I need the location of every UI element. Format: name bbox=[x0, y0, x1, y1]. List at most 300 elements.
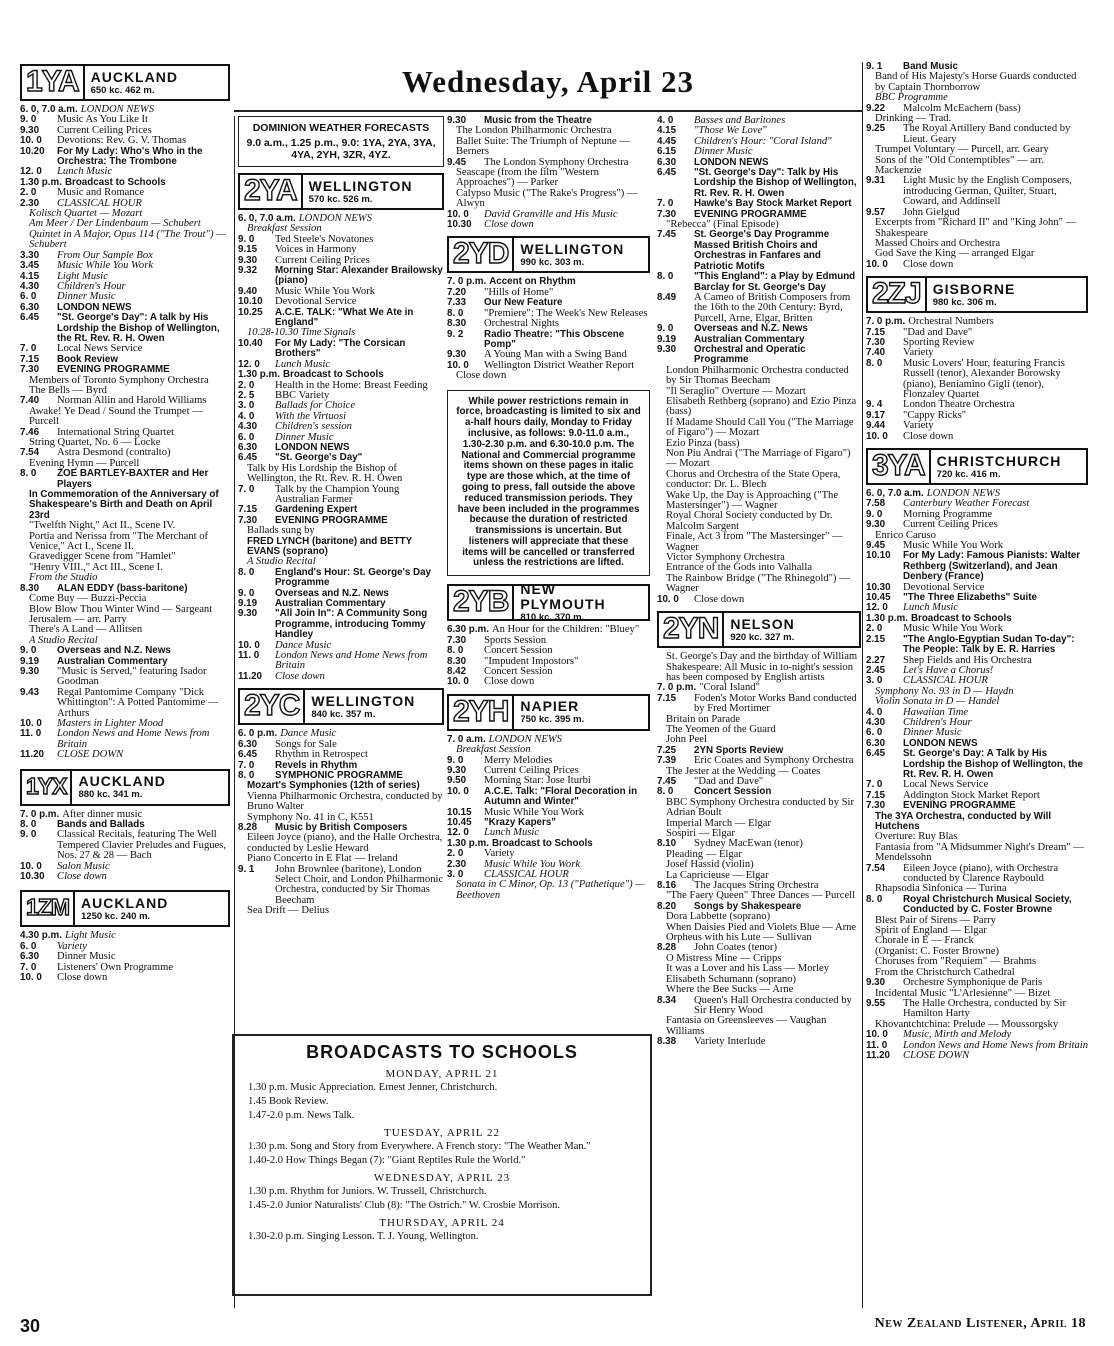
weather-title: DOMINION WEATHER FORECASTS bbox=[252, 122, 430, 134]
programme-text: David Granville and His Music bbox=[484, 208, 618, 220]
programme-time: 7. 0 bbox=[238, 483, 255, 495]
station-city: GISBORNE bbox=[932, 280, 1016, 297]
programme-item bbox=[238, 568, 444, 589]
programme-time: 10.20 bbox=[20, 145, 45, 157]
programme-item bbox=[447, 319, 650, 329]
programme-time: 6.30 bbox=[238, 441, 258, 453]
programme-time: 12. 0 bbox=[20, 166, 42, 178]
programme-item bbox=[866, 72, 1088, 93]
programme-time: 6.30 bbox=[238, 738, 258, 750]
programme-time: 7.15 bbox=[238, 504, 258, 516]
programme-text: London Theatre Orchestra bbox=[903, 399, 1015, 411]
programme-time: 4.30 bbox=[866, 716, 886, 728]
programme-text: Where the Bee Sucks — Arne bbox=[666, 984, 794, 996]
programme-item bbox=[866, 864, 1088, 885]
programme-text: Lunch Music bbox=[275, 358, 331, 370]
programme-time: 10. 0 bbox=[447, 676, 469, 688]
programme-item bbox=[20, 230, 230, 251]
programme-time: 7.25 bbox=[657, 744, 677, 756]
programme-text: Foden's Motor Works Band conducted by Fred Mortimer bbox=[694, 692, 857, 715]
call-sign: 1YA bbox=[22, 66, 85, 99]
programme-text: Broadcast to Schools bbox=[910, 612, 1012, 624]
programme-2yh bbox=[447, 735, 650, 902]
programme-item bbox=[238, 381, 444, 391]
programme-text: London News and Home News from Britain bbox=[903, 1039, 1089, 1051]
programme-text: Children's Hour bbox=[903, 716, 972, 728]
station-logo-1ya bbox=[20, 64, 230, 101]
programme-item bbox=[447, 330, 650, 351]
station-logo-2yh bbox=[447, 694, 650, 731]
programme-item bbox=[866, 708, 1088, 718]
station-city: CHRISTCHURCH bbox=[936, 452, 1062, 469]
programme-time: 2.30 bbox=[447, 858, 467, 870]
programme-text: The Rainbow Bridge ("The Rhinegold") — Wagner bbox=[666, 572, 850, 595]
station-logo-2yd bbox=[447, 236, 650, 273]
programme-time: 4.30 p.m. bbox=[20, 930, 62, 942]
programme-item bbox=[238, 370, 444, 380]
programme-time: 9.30 bbox=[238, 608, 258, 620]
programme-time: 6. 0 bbox=[866, 727, 883, 739]
programme-text: Close down bbox=[903, 258, 954, 270]
programme-time: 3.30 bbox=[20, 249, 40, 261]
programme-text: Victor Symphony Orchestra bbox=[666, 552, 785, 564]
call-sign: 2YB bbox=[449, 586, 514, 619]
programme-text: Children's Hour: "Coral Island" bbox=[694, 135, 832, 147]
programme-time: 10. 0 bbox=[866, 258, 888, 270]
programme-text: Ballads for Choice bbox=[275, 400, 356, 412]
programme-time: 8. 0 bbox=[866, 893, 883, 905]
station-logo-1yx bbox=[20, 769, 230, 806]
programme-item bbox=[20, 646, 230, 656]
programme-text: BBC Programme bbox=[875, 92, 948, 104]
programme-text: Britain on Parade bbox=[666, 713, 741, 725]
programme-time: 6.45 bbox=[20, 312, 40, 324]
programme-text: Devotional Service bbox=[903, 581, 985, 593]
programme-text: Piano Concerto in E Flat — Ireland bbox=[247, 853, 398, 865]
programme-item bbox=[657, 985, 861, 995]
programme-text: From the Studio bbox=[29, 572, 98, 584]
programme-item bbox=[238, 422, 444, 432]
programme-text: If Madame Should Call You ("The Marriage of Figaro") — Mozart bbox=[666, 416, 854, 439]
programme-text: Basses and Baritones bbox=[694, 115, 786, 126]
programme-time: 7.15 bbox=[866, 326, 886, 338]
programme-text: Massed Choirs and Orchestra bbox=[875, 237, 1001, 249]
station-frequency: 880 kc. 341 m. bbox=[78, 789, 143, 801]
programme-text: Blest Pair of Sirens — Parry bbox=[875, 914, 996, 926]
schools-item: 1.30 p.m. Music Appreciation. Ernest Jenner, Christchurch. bbox=[248, 1082, 498, 1093]
programme-text: Eileen Joyce (piano), and the Halle Orchestra, conducted by Leslie Heward bbox=[247, 832, 443, 854]
programme-item bbox=[657, 324, 861, 334]
programme-text: Dance Music bbox=[275, 639, 332, 651]
programme-time: 9. 0 bbox=[238, 587, 255, 599]
programme-time: 7.15 bbox=[866, 789, 886, 801]
programme-time: 7.15 bbox=[20, 353, 40, 365]
programme-time: 7. 0 a.m. bbox=[447, 733, 486, 745]
call-sign: 2YH bbox=[449, 696, 514, 729]
programme-time: 9. 2 bbox=[447, 328, 464, 340]
programme-text: Overseas and N.Z. News bbox=[275, 587, 389, 599]
programme-item bbox=[20, 750, 230, 760]
programme-text: BBC Variety bbox=[275, 389, 330, 401]
schools-title: BROADCASTS TO SCHOOLS bbox=[306, 1042, 578, 1062]
programme-time: 9.30 bbox=[238, 254, 258, 266]
programme-time: 7. 0 bbox=[238, 759, 255, 771]
programme-item bbox=[447, 220, 650, 230]
programme-item bbox=[657, 574, 861, 595]
programme-item bbox=[238, 266, 444, 287]
programme-time: 6.30 bbox=[657, 156, 677, 168]
programme-item bbox=[20, 147, 230, 168]
programme-time: 8.28 bbox=[238, 821, 258, 833]
programme-text: Vienna Philharmonic Orchestra, conducted by Bruno Walter bbox=[247, 790, 443, 813]
programme-time: 3.45 bbox=[20, 260, 40, 272]
programme-time: 9.32 bbox=[238, 265, 258, 277]
programme-text: An Hour for the Children: "Bluey" bbox=[491, 624, 640, 636]
programme-text: CLASSICAL HOUR bbox=[57, 197, 142, 209]
programme-text: Broadcast to Schools bbox=[282, 369, 384, 381]
programme-text: Dance Music bbox=[280, 728, 337, 740]
programme-text: Addington Stock Market Report bbox=[903, 789, 1040, 801]
column-1 bbox=[20, 62, 230, 983]
programme-item bbox=[447, 137, 650, 158]
programme-time: 7. 0 p.m. bbox=[657, 682, 697, 694]
programme-item bbox=[238, 672, 444, 682]
programme-time: 6.45 bbox=[866, 748, 886, 760]
programme-time: 7.45 bbox=[657, 229, 677, 241]
programme-text: Concert Session bbox=[484, 665, 553, 677]
programme-text: Blow Blow Thou Winter Wind — Sargeant bbox=[29, 603, 213, 615]
programme-text: Queen's Hall Orchestra conducted by Sir Henry Wood bbox=[694, 994, 852, 1016]
programme-text: Trumpet Voluntary — Purcell, arr. Geary bbox=[875, 144, 1049, 156]
programme-text: Sporting Review bbox=[903, 336, 975, 348]
station-frequency: 990 kc. 303 m. bbox=[520, 256, 585, 268]
programme-item bbox=[238, 750, 444, 760]
station-frequency: 1250 kc. 240 m. bbox=[81, 910, 151, 922]
station-city: NAPIER bbox=[520, 698, 580, 715]
programme-time: 7.40 bbox=[866, 347, 886, 359]
programme-text: Mozart's Symphonies (12th of series) bbox=[247, 780, 420, 792]
programme-text: Music As You Like It bbox=[57, 114, 148, 126]
weather-times: 9.0 a.m., 1.25 p.m., 9.0: 1YA, 2YA, 3YA, 4YA, 2YH, 3ZR, 4YZ. bbox=[246, 137, 436, 161]
station-logo-2yc bbox=[238, 688, 444, 725]
programme-item bbox=[447, 371, 650, 381]
programme-time: 9. 0 bbox=[238, 233, 255, 245]
programme-text: St. George's Day and the birthday of William Shakespeare: All Music in to-night's session has been composed by English artists bbox=[666, 651, 858, 683]
programme-item bbox=[657, 694, 861, 715]
programme-time: 9.30 bbox=[20, 124, 40, 136]
programme-text: EVENING PROGRAMME bbox=[694, 208, 807, 220]
programme-time: 4. 0 bbox=[238, 410, 255, 422]
programme-time: 8. 0 bbox=[447, 645, 464, 657]
programme-item bbox=[866, 749, 1088, 780]
station-frequency: 840 kc. 357 m. bbox=[311, 708, 376, 720]
programme-item bbox=[238, 308, 444, 329]
programme-time: 2.45 bbox=[866, 664, 886, 676]
programme-text: "The Faery Queen" Three Dances — Purcell bbox=[666, 890, 856, 902]
programme-text: Talk by the Champion Young Australian Farmer bbox=[275, 483, 400, 505]
programme-text: In Commemoration of the Anniversary of Shakespeare's Birth and Death on April 23rd bbox=[29, 489, 219, 521]
programme-text: LONDON NEWS bbox=[275, 441, 350, 453]
programme-time: 4. 0 bbox=[657, 115, 674, 126]
programme-item bbox=[657, 168, 861, 199]
programme-time: 2.15 bbox=[866, 633, 886, 645]
programme-time: 11.20 bbox=[238, 670, 262, 682]
programme-time: 9.30 bbox=[447, 349, 467, 361]
programme-time: 4. 0 bbox=[866, 706, 883, 718]
programme-time: 6.30 bbox=[866, 737, 886, 749]
programme-text: Jerusalem — arr. Parry bbox=[29, 613, 127, 625]
programme-item bbox=[20, 594, 230, 604]
programme-text: "Cappy Ricks" bbox=[903, 409, 967, 421]
station-frequency: 810 kc. 370 m. bbox=[520, 612, 585, 624]
station-logo-2ya bbox=[238, 173, 444, 210]
programme-time: 6.15 bbox=[657, 146, 677, 158]
programme-text: Voices in Harmony bbox=[275, 244, 357, 256]
schools-item: 1.40-2.0 How Things Began (7): "Giant Reptiles Rule the World." bbox=[248, 1155, 526, 1166]
programme-text: Seascape (from the film "Western Approaches") — Parker bbox=[456, 167, 599, 189]
programme-item bbox=[657, 418, 861, 439]
programme-text: For My Lady: Famous Pianists: Walter Rethberg (Switzerland), and Jean Denbery (France) bbox=[903, 550, 1081, 583]
programme-text: Classical Recitals, featuring The Well Tempered Clavier Preludes and Fugues, Nos. 27 & 28 — Bach bbox=[57, 829, 227, 862]
programme-time: 9.44 bbox=[866, 420, 886, 432]
programme-time: 12. 0 bbox=[238, 358, 260, 370]
programme-text: Spirit of England — Elgar bbox=[875, 925, 987, 937]
programme-time: 9.30 bbox=[866, 977, 886, 989]
programme-text: LONDON NEWS bbox=[57, 301, 132, 313]
programme-time: 6. 0 bbox=[238, 431, 255, 443]
programme-text: Imperial March — Elgar bbox=[666, 817, 772, 829]
programme-text: Revels in Rhythm bbox=[275, 759, 358, 771]
programme-time: 7. 0 bbox=[866, 779, 883, 791]
programme-text: The 3YA Orchestra, conducted by Will Hutchens bbox=[875, 810, 1052, 832]
programme-time: 11.20 bbox=[20, 749, 44, 761]
programme-time: 7.30 bbox=[866, 800, 886, 812]
programme-item bbox=[657, 397, 861, 418]
programme-time: 4.15 bbox=[657, 125, 677, 137]
programme-text: Hawke's Bay Stock Market Report bbox=[694, 198, 852, 210]
programme-time: 9.43 bbox=[20, 686, 40, 698]
programme-item bbox=[20, 729, 230, 750]
programme-time: 7. 0 bbox=[20, 343, 37, 355]
programme-time: 9.19 bbox=[657, 333, 677, 345]
programme-time: 10.15 bbox=[447, 806, 472, 818]
programme-item bbox=[866, 895, 1088, 916]
programme-time: 1.30 p.m. bbox=[866, 612, 908, 624]
programme-time: 4.30 bbox=[238, 421, 258, 433]
programme-text: St. George's Day: A Talk by His Lordship the Bishop of Wellington, the Rt. Rev. R. H. Owen bbox=[903, 748, 1083, 780]
programme-time: 7.40 bbox=[20, 395, 40, 407]
programme-time: 9. 0 bbox=[447, 754, 464, 766]
programme-text: Radio Theatre: "This Obscene Pomp" bbox=[484, 328, 625, 350]
programme-text: Accent on Rhythm bbox=[489, 276, 576, 288]
programme-item bbox=[447, 168, 650, 189]
programme-text: Music While You Work bbox=[57, 260, 154, 272]
programme-item bbox=[238, 609, 444, 640]
programme-item bbox=[20, 469, 230, 490]
programme-text: "All Join In": A Community Song Programme, introducing Tommy Handley bbox=[275, 608, 428, 641]
programme-text: "St. George's Day" bbox=[275, 452, 363, 464]
programme-item bbox=[238, 729, 444, 739]
programme-time: 10.45 bbox=[447, 816, 472, 828]
programme-text: "Dad and Dave" bbox=[694, 775, 764, 787]
programme-time: 11.20 bbox=[866, 1049, 890, 1061]
programme-text: Light Music bbox=[57, 270, 108, 282]
station-logo-2yb bbox=[447, 581, 650, 624]
programme-item bbox=[238, 833, 444, 854]
programme-text: Current Ceiling Prices bbox=[903, 519, 998, 531]
programme-text: Morning Star: Alexander Brailowsky (piano) bbox=[275, 265, 443, 287]
programme-text: The Royal Artillery Band conducted by Lieut. Geary bbox=[903, 123, 1071, 145]
programme-text: Sons of the "Old Contemptibles" — arr. Mackenzie bbox=[875, 154, 1045, 177]
programme-text: Our New Feature bbox=[484, 297, 563, 309]
programme-time: 9.22 bbox=[866, 102, 886, 114]
programme-text: Salon Music bbox=[57, 860, 110, 872]
programme-time: 8. 0 bbox=[657, 786, 674, 798]
programme-text: Close down bbox=[275, 670, 325, 682]
programme-text: London Philharmonic Orchestra conducted by Sir Thomas Beecham bbox=[666, 364, 849, 387]
programme-time: 8. 0 bbox=[238, 769, 255, 781]
programme-time: 9.57 bbox=[866, 206, 886, 218]
station-city: AUCKLAND bbox=[90, 68, 178, 85]
station-frequency: 650 kc. 462 m. bbox=[90, 84, 155, 96]
programme-text: A.C.E. TALK: "What We Ate in England" bbox=[275, 306, 414, 329]
programme-time: 7.46 bbox=[20, 426, 40, 438]
programme-time: 7. 0 bbox=[657, 198, 674, 210]
programme-text: Lunch Music bbox=[903, 602, 959, 614]
programme-text: Overture: Ruy Blas bbox=[875, 831, 958, 843]
programme-text: Khovantchtchina: Prelude — Moussorgsky bbox=[875, 1018, 1059, 1030]
programme-time: 9.17 bbox=[866, 409, 886, 421]
programme-text: Bands and Ballads bbox=[57, 819, 145, 830]
programme-text: "This England": a Play by Edmund Barclay for St. George's Day bbox=[694, 271, 856, 293]
station-logo-3ya bbox=[866, 448, 1088, 485]
programme-item bbox=[866, 400, 1088, 410]
programme-text: Sospiri — Elgar bbox=[666, 828, 735, 839]
programme-time: 8.49 bbox=[657, 291, 677, 303]
programme-text: LONDON NEWS bbox=[298, 213, 373, 224]
programme-text: A Studio Recital bbox=[29, 634, 98, 646]
programme-text: Dinner Music bbox=[903, 727, 962, 739]
programme-item bbox=[238, 865, 444, 907]
programme-time: 6. 0 p.m. bbox=[238, 728, 278, 740]
programme-text: EVENING PROGRAMME bbox=[57, 364, 170, 376]
programme-text: Music While You Work bbox=[484, 858, 581, 870]
programme-text: Broadcast to Schools bbox=[491, 837, 593, 849]
programme-text: Non Piu Andrai ("The Marriage of Figaro") — Mozart bbox=[666, 448, 851, 470]
programme-text: Concert Session bbox=[694, 786, 772, 798]
programme-time: 10.30 bbox=[447, 219, 472, 231]
programme-time: 9.30 bbox=[657, 343, 677, 355]
programme-text: Elisabeth Schumann (soprano) bbox=[666, 973, 797, 985]
programme-text: Variety bbox=[57, 940, 88, 952]
programme-text: Light Music by the English Composers, introducing German, Quilter, Stuart, Coward, and Addinsell bbox=[903, 175, 1072, 208]
programme-text: EVENING PROGRAMME bbox=[903, 800, 1016, 812]
programme-text: International String Quartet bbox=[57, 426, 175, 438]
programme-time: 10. 0 bbox=[447, 208, 469, 220]
programme-item bbox=[866, 718, 1088, 728]
programme-2yn bbox=[657, 652, 861, 1047]
programme-text: Variety bbox=[903, 347, 934, 359]
programme-time: 9.30 bbox=[866, 519, 886, 531]
programme-text: La Capricieuse — Elgar bbox=[666, 869, 769, 881]
programme-time: 7.45 bbox=[657, 775, 677, 787]
programme-item bbox=[657, 996, 861, 1017]
programme-item bbox=[20, 973, 230, 983]
programme-time: 3. 0 bbox=[866, 675, 883, 687]
programme-text: It was a Lover and his Lass — Morley bbox=[666, 963, 829, 975]
programme-item bbox=[447, 210, 650, 220]
programme-text: Finale, Act 3 from "The Mastersinger" — Wagner bbox=[666, 531, 843, 553]
column-3 bbox=[447, 116, 650, 901]
call-sign: 1ZM bbox=[22, 892, 75, 925]
programme-text: Orchestre Symphonique de Paris bbox=[903, 977, 1043, 989]
programme-text: Josef Hassid (violin) bbox=[666, 859, 754, 871]
programme-2yc bbox=[238, 729, 444, 916]
programme-item bbox=[866, 411, 1088, 421]
programme-text: Orpheus with his Lute — Sullivan bbox=[666, 932, 812, 944]
programme-time: 9.15 bbox=[238, 244, 258, 256]
programme-time: 4.45 bbox=[657, 135, 677, 147]
programme-text: Excerpts from "Richard II" and "King John" — Shakespeare bbox=[875, 217, 1077, 239]
programme-time: 9. 0 bbox=[20, 829, 37, 841]
call-sign: 2YA bbox=[240, 175, 303, 208]
programme-item bbox=[866, 1041, 1088, 1051]
programme-text: Sydney MacEwan (tenor) bbox=[694, 838, 803, 850]
programme-item bbox=[238, 792, 444, 813]
programme-text: Symphony No. 41 in C, K551 bbox=[247, 811, 374, 823]
station-city: NEW PLYMOUTH bbox=[520, 581, 606, 613]
restrictions-notice: While power restrictions remain in force, broadcasting is limited to six and a-half hours daily, Monday to Friday inclusive, as follows: 9.0-11.0 a.m., 1.30-2.30 p.m. and 6.30-10.0 p.m. The National and Commercial programme items shown on these pages in italic type are those which, at the time of going to press, fall outside the above reduced transmission periods. They have been included in the programmes because the duration of restricted transmissions is uncertain. But listeners will appreciate that these items will be cancelled or transferred unless the restrictions are lifted. bbox=[447, 390, 650, 577]
programme-text: Current Ceiling Prices bbox=[57, 124, 152, 136]
programme-item bbox=[20, 688, 230, 719]
programme-text: Morning Programme bbox=[903, 508, 993, 520]
programme-time: 7.54 bbox=[866, 862, 886, 874]
programme-item bbox=[238, 537, 444, 558]
programme-text: With the Virtuosi bbox=[275, 410, 347, 422]
programme-1zm bbox=[20, 931, 230, 983]
programme-item bbox=[657, 798, 861, 819]
programme-time: 6.30 bbox=[20, 951, 40, 963]
programme-time: 10.40 bbox=[238, 337, 263, 349]
programme-text: Devotional Service bbox=[275, 296, 357, 308]
programme-text: O Mistress Mine — Cripps bbox=[666, 952, 782, 964]
programme-time: 10. 0 bbox=[20, 135, 42, 147]
programme-text: FRED LYNCH (baritone) and BETTY EVANS (soprano) bbox=[247, 535, 412, 557]
programme-time: 8.30 bbox=[447, 655, 467, 667]
programme-time: 10. 0 bbox=[20, 860, 42, 872]
programme-text: Morning Star: Jose Iturbi bbox=[484, 775, 591, 787]
programme-text: Kolisch Quartet — Mozart bbox=[29, 208, 143, 220]
programme-item bbox=[447, 646, 650, 656]
programme-item bbox=[20, 872, 230, 882]
programme-text: London News and Home News from Britain bbox=[275, 650, 428, 672]
programme-time: 6. 0, 7.0 a.m. bbox=[238, 213, 296, 224]
programme-item bbox=[447, 839, 650, 849]
programme-text: Australian Commentary bbox=[694, 333, 805, 345]
programme-item bbox=[866, 317, 1088, 327]
programme-text: Ted Steele's Novatones bbox=[275, 233, 374, 245]
programme-time: 2. 5 bbox=[238, 389, 255, 401]
programme-text: Breakfast Session bbox=[247, 223, 322, 235]
programme-2zj bbox=[866, 317, 1088, 442]
station-city: WELLINGTON bbox=[520, 240, 625, 257]
column-4 bbox=[657, 116, 861, 1048]
column-2 bbox=[238, 116, 444, 917]
programme-time: 2.27 bbox=[866, 654, 886, 666]
programme-text: (Organist: C. Foster Browne) bbox=[875, 945, 999, 957]
programme-text: Fantasia on Greensleeves — Vaughan Williams bbox=[666, 1015, 827, 1037]
schools-item: 1.45-2.0 Junior Naturalists' Club (8): "The Ostrich." W. Crosbie Morrison. bbox=[248, 1200, 561, 1211]
